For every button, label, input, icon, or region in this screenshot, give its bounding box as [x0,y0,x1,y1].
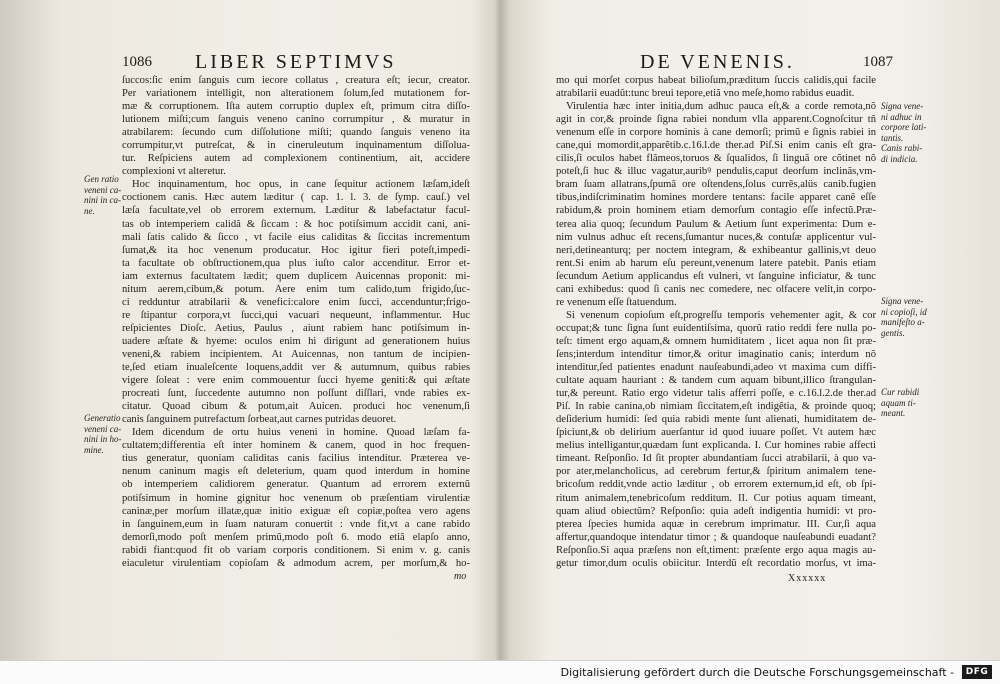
marginal-note-line: gentis. [881,327,905,338]
text-line: potiſsimum in homine gignitur hoc venenum ob præſentiam virulentiæ [122,492,470,504]
text-line: ob intemperiem calidiorem generatur. Quantum ad errorem externũ [122,479,470,491]
marginal-note-line: tantis. [881,132,904,143]
text-line: ſumat,& ita hoc venenum producatur. Hoc igitur fieri poteſt,impedi- [122,244,470,256]
text-line: tur. Reſpiciens autem ad complexionem continentium, ait, accidere [122,153,470,165]
right-marginal-note [881,296,927,338]
text-line: cilis,ſi oculos habet flãmeos,toruos & ſqualidos, ſi linguã ore cõtinet nõ [556,153,876,165]
text-line: ſuccos:ſic enim ſanguis cum iecore collatus , creatura eſt; iecur, creator. [122,75,470,86]
text-line: ſecundum Aetium applicandus eſt vulneri, vt ſanguine inficiatur, & tunc [556,270,876,282]
marginal-note-line: Canis rabi- [881,143,923,153]
marginal-note-line: Cur rabidi [881,387,920,397]
text-line: timeant. Reſponſio. Id ſit propter abundantiam ſucci atrabilarii, à quo va- [556,453,876,465]
text-line: cani exhibedus: quod ſi canis nec comedere, nec olfacere velit,in corpo- [556,283,876,295]
text-line: citatur. Quoad cibum & potum,ait Auicen. produci hoc venenum,ſi [122,401,470,413]
left-body-text [122,74,470,570]
text-line: bricoſum reddit,vnde actio læditur , ob errorem externum,id eſt, ob ſpi- [556,479,876,491]
text-line: Piſ. In rabie canina,ob nimiam ſiccitatem,eſt indigẽtia, & proinde quoq; [556,401,876,413]
right-body-text [556,74,876,570]
text-line: veneni,& rabiem incipientem. At Auicennas, non tantum de incipien- [122,348,470,360]
footer-bar [0,660,1000,684]
right-page [500,0,1000,660]
text-line: Hoc inquinamentum, hoc opus, in cane ſequitur actionem læſam,ideſt [132,179,470,191]
text-line: tur,& pereunt. Ratio ergo videtur talis afferri poſſe, e c.16.l.2.de ther.ad [556,388,876,400]
marginal-note-line: ne. [84,205,95,216]
left-marginal-note [84,174,121,216]
text-line: ci redduntur atrabilarii & venefici:calore enim ſucci, accenduntur;frigo- [122,296,470,308]
text-line: occupat;& tunc ſigna ſunt euidentiſsima, quorũ ratio reddi fere nulla po- [556,322,876,334]
text-line: getur timor,dum oculis obiicitur. Interdũ eſt recordatio morſus, vt ima- [556,557,876,569]
text-line: tas ob intemperiem calidã & ſiccam : & hoc potiſsimum accidit cani, ani- [122,218,470,230]
text-line: re ſtipantur corpora,vt ſucci,qui vacuari nequeunt, inflammentur. Huc [122,309,470,321]
text-line: Reſponſio.Si aqua præſens non eſt,timent: præſente ergo aqua magis au- [556,544,876,556]
text-line: coctionem canis. Hæc autem læditur ( cap. 1. l. 3. de ſymp. cauſ.) vel [122,192,470,204]
marginal-note-line: Gen ratio [84,174,119,184]
text-line: ſpiciunt,& ob delirium auerſantur id quod iuuare poſſet. Vt autem hæc [556,427,876,439]
marginal-note-line: ni adhuc in [881,111,922,122]
marginal-note-line: nini in ho- [84,434,122,444]
footer-credit: Digitalisierung gefördert durch die Deutsche Forschungsgemeinschaft - [560,666,954,679]
text-line: ſens;interdum intenditur timor,& oritur imaginatio canis; interdum nõ [556,348,876,360]
text-line: poteſt,ſi huc & illuc vagatur,auribꝰ pendulis,caput deorſum inclinãs,vm- [556,166,876,178]
signature-mark: Xxxxxx [788,573,827,584]
text-line: eiaculetur virulentiam copioſam & admodum acrem, per morſum,& ho- [122,557,470,569]
left-page [0,0,495,660]
text-line: lutionem miſti;cum ſanguis veneno canino corrumpitur , & muratur in [122,114,470,126]
text-line: terea alia quoq; ſecundum Paulum & Aetium ſunt experimenta: Dum e- [556,218,876,230]
text-line: te,ſed etiam inualeſcente loquens,addit ver & autumnum, quibus rabies [122,362,470,374]
text-line: nenum caninum magis eſt deleterium, quam quod interdum in homine [122,466,470,478]
text-line: læſa facultate,vel ob errorem externum. Læditur & labefactatur facul- [122,205,470,217]
text-line: demorſi,modo poſt menſem primũ,modo poſt 6. modo etiã elapſo anno, [122,531,470,543]
left-marginal-note [84,413,122,455]
text-line: mæ & corruptionem. Iſta autem corruptio duplex eſt, primum citra diſſo- [122,101,470,113]
right-marginal-note [881,101,926,164]
text-line: ta facultate ob obſtructionem,qua plus iuſto calor accenditur. Error et- [122,257,470,269]
text-line: ritum animalem,tenebricoſum redditum. II. Cur potius aquam timeant, [556,492,876,504]
left-running-title: LIBER SEPTIMVS [195,51,397,73]
text-line: re venenum eſſe ſtatuendum. [556,296,677,308]
text-line: canis ſanguinem putrefactum ſorbeat,aut carnes putridas deuoret. [122,414,397,426]
text-line: intenditur,ſed patientes enadunt nauſeabundi,adeo vt maxima cum diffi- [556,362,876,374]
text-line: affertur,quandoque intendatur timor ; & quandoque nauſeabundi euadant? [556,531,876,543]
marginal-note-line: Generatio [84,413,121,423]
text-line: venenum eſſe in corpore hominis à cane demorſi; primũ e ſignis rabiei in [556,127,876,139]
text-line: Virulentia hæc inter initia,dum adhuc pauca eſt,& a corde remota,nõ [566,101,876,113]
marginal-note-line: corpore lati- [881,122,927,132]
right-marginal-note [881,387,919,419]
marginal-note-line: ni copioſi, id [881,306,927,317]
text-line: nim vulnus adhuc eſt recens,ſumantur nuces,& contuſæ applicentur vul- [556,231,876,243]
text-line: bram ſuam allatrans,ſpumã ore oſtendens,ſolus currẽs,alüs canib.fugien [556,179,876,191]
marginal-note-line: manifeſto a- [881,317,925,327]
text-line: procreati ſunt, ſuccedente autumno non poſſunt diſſlari, vnde rabies ex- [122,388,470,400]
text-line: nitum aerem,cibum,& potum. Aere enim tum calido,tum frigido,ſuc- [122,283,470,295]
text-line: por ater,melancholicus, ad cerebrum fertur,& ſpiritum animalem tene- [556,466,876,478]
text-line: caninæ,per morſum illatæ,quæ initio exiguæ eſt copiæ,poſtea vero agens [122,505,470,517]
text-line: in ſanguinem,eum in ſuam naturam conuertit : vnde fit,vt a cane rabido [122,518,470,530]
text-line: Per variationem intelligit, non alterationem ſolum,ſed mutationem for- [122,88,470,100]
marginal-note-line: veneni ca- [84,423,122,434]
text-line: iam externus facultatem lædit; quem duplicem Auicennas proponit: mi- [122,270,470,282]
text-line: cane,qui momordit,apparẽtib.c.16.l.de ther.ad Piſ.Si enim canis eſt gra- [556,140,876,152]
marginal-note-line: di indicia. [881,153,918,164]
text-line: cultatem;differentia eſt inter hominem & canem, quod in hoc frequen- [122,440,470,452]
marginal-note-line: aquam ti- [881,397,916,408]
text-line: rent.Si enim ab harum eſu pereunt,venenum latere patebit. Panis etiam [556,257,876,269]
text-line: atrabilarem: ſecundo cum diſſolutione miſti; quando ſanguis veneno ita [122,127,470,139]
text-line: deſiderium humidi: ſed quia rabidi mente ſunt alienati, humiditatem de- [556,414,876,426]
text-line: quam aliud obiectũm? Reſponſio: quia adeſt indigentia humidi: vt pro- [556,505,876,517]
catchword: mo [454,571,467,582]
right-running-title: DE VENENIS. [640,51,795,73]
marginal-note-line: mine. [84,444,104,455]
text-line: tius generatur, quoniam caliditas canis facilius intenditur. Præterea ve- [122,453,470,465]
text-line: complexioni vt alteretur. [122,166,226,178]
text-line: teſt: timent ergo aquam,& omnem humiditatem , licet aqua non ſit præ- [556,335,876,347]
marginal-note-line: Signa vene- [881,101,924,111]
text-line: mali ſatis calido & ſicco , vt facile eius caliditas & ſiccitas incrementum [122,231,470,243]
text-line: rabidum,& proin hominem etiam demorſum contagio eſſe infectũ.Præ- [556,205,876,217]
text-line: mo qui morſet corpus habeat bilioſum,præditum ſuccis calidis,qui facile [556,75,876,86]
text-line: neri,detineanturq; per noctem integram, & exhibeantur gallinis,vt deuo [556,244,876,256]
text-line: melius intelligantur,quædam ſunt explicanda. I. Cur homines rabie affecti [556,440,876,452]
marginal-note-line: meant. [881,408,906,418]
text-line: pterea ſpecies humida aquæ in cerebrum imprimatur. III. Cur,ſi aqua [556,518,876,530]
text-line: cultate aquam hauriant : & tandem cum aquam bibunt,illico ſtrangulan- [556,375,876,387]
text-line: agit in cor,& proinde ſigna rabiei nondum vlla apparent.Cognoſcitur tñ [556,114,876,126]
text-line: corrumpitur,vt putreſcat, & in cineruleutum inquinamentum diſſolua- [122,140,470,152]
text-line: reſpicientes Dioſc. Aetius, Paulus , aiunt rabiem hanc potiſsimum in- [122,322,470,334]
text-line: uadere æſtate & hyeme: oculos enim hi dirigunt ad generationem huius [122,335,470,347]
right-page-number: 1087 [863,54,893,70]
marginal-note-line: veneni ca- [84,184,122,195]
left-page-number: 1086 [122,54,152,70]
text-line: Si venenum copioſum eſt,progreſſu temporis vehementer agit, & cor [566,309,876,321]
dfg-logo-icon: DFG [962,665,992,679]
text-line: atrabilarii euadũt:tunc breui tepore,etiã vno meſe,homo rabidus euadit. [556,88,855,100]
text-line: tibus,indiſcriminatim homines mordere tentans: facile apparet canẽ eſſe [556,192,876,204]
marginal-note-line: nini in ca- [84,195,121,205]
text-line: Idem dicendum de ortu huius veneni in homine. Quoad læſam fa- [132,427,470,439]
text-line: vigere ſoleat : vere enim commouentur ſucci hyeme geniti:& qui æſtate [122,375,470,387]
text-line: rabidi fiant:quod fit ob variam corporis conditionem. Si enim v. g. canis [122,544,470,556]
marginal-note-line: Signa vene- [881,296,924,306]
